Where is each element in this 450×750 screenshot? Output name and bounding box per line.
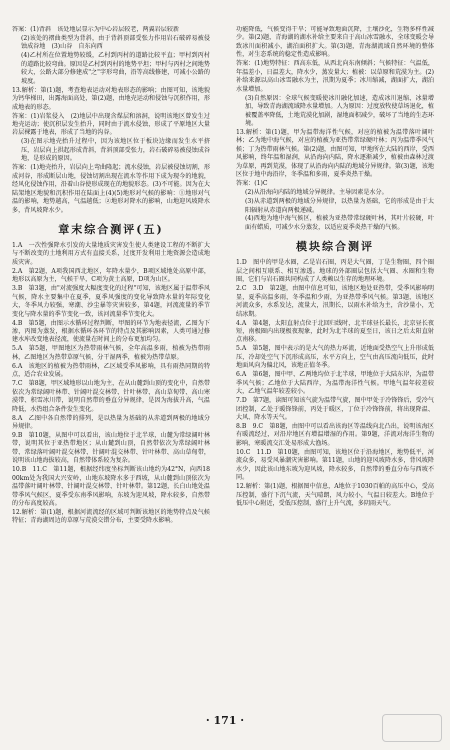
answer-paragraph: (2)从沿海向内陆的地域分异规律。主导因素是水分。 [245, 189, 388, 197]
answer-paragraph: 13.解析：第(1)题，甲为温带海洋性气候，对应的植被为温带落叶阔叶林；乙为地中海气候，对应的植被为亚热带常绿硬叶林；丙为温带季风气候；丁为热带雨林气候。第(2)题，由图可知，甲地所在大陆的西岸，受西风影响，终年温和湿润，从沿海向内陆，降水逐渐减少，植被由森林过渡为草原，再到荒漠，体现了从沿海向内陆的地域分异规律。第(3)题，该地区位于地中海沿岸，冬季温和多雨，夏季炎热干燥。 [236, 128, 434, 179]
answer-paragraph: 12.解析：第(1)题，根据河流流经的区域可判断该地区的地势特点及气候特征；青海湖周边的草原与荒漠交错分布，主要受降水影响。 [12, 509, 210, 525]
answer-paragraph: 1.D 图中的甲是水圈，乙是岩石圈，丙是大气圈，丁是生物圈，四个圈层之间相互联系、相互渗透。地球的外部圈层包括大气圈、水圈和生物圈，它们与岩石圈共同构成了人类赖以生存的地理环境。 [236, 259, 434, 284]
answer-paragraph: 7.D 第7题，读图可知该气旋为温带气旋，图中甲处于冷锋锋后，受冷气团控制，乙处于暖锋锋前，丙处于暖区，丁位于冷锋锋前，将出现降温、大风、降水等天气。 [236, 397, 434, 422]
answer-paragraph: 6.A 该地区的植被为热带雨林，乙区域受季风影响，具有雨热同期的特点，适合农业发展。 [12, 362, 210, 379]
right-column [236, 26, 434, 716]
answer-paragraph: 2.A 第2题，A项我国西北地区，年降水量少，B项区域地处高原中部，地形以高原为主，气候干旱，C项为黄土高原，D项为山区。 [12, 267, 210, 284]
watermark-logo [382, 714, 442, 742]
section-title: 模块综合测评 [296, 240, 374, 254]
answer-paragraph: (3)从赤道到两极的地域分异规律，以热量为基础，它的形成是由于太阳辐射从赤道向两极递减。 [245, 198, 434, 214]
answer-paragraph: 4.B 第5题，由图示水循环过程判断，甲图的环节为地表径流，乙图为下渗，丙图为蒸发，根据水循环各环节的特点及其影响因素，人类可通过修建水库改变地表径流，使流量在时间上的分布更加均匀。 [12, 319, 210, 344]
answer-paragraph: 10.C 11.D 第10题，由图可知，该地区位于沿海地区，地势低平，河流众多，易受风暴潮灾害影响。第11题，山地的迎风坡降水多，背风坡降水少，因此该山地东坡为迎风坡，降水较多，自然带的垂直分布与西坡不同。 [236, 448, 434, 482]
answer-paragraph: 答案：(1)C [236, 180, 268, 188]
answer-paragraph: 答案：(1)背斜 该处地层显示为中心岩层较老，两翼岩层较新 [12, 26, 180, 33]
answer-paragraph: (2)该处的褶曲类型为背斜，由于背斜顶部受张力作用岩石破碎易被侵蚀成谷地 (3)山谷 自东向西 [21, 34, 210, 51]
left-column [12, 26, 210, 716]
answer-paragraph: (4)西地为地中海气候区，植被为亚热带常绿硬叶林，其叶片较硬，叶面有蜡质，可减少水分蒸发，以适应夏季炎热干燥的气候。 [245, 215, 434, 231]
answer-paragraph: 13.解析：第(1)题，考查地表运动对地表形态的影响；由图可知，该地貌为钙华梯田，出露海面高处，第(2)题，由地壳运动和侵蚀与沉积作用，形成地表的形态。 [12, 86, 210, 111]
answer-paragraph: (3)自然原因：全球气候变暖使冰川融化加速，造成冰川退缩、冰量增加，导致青海湖流域降水量增加。人为原因：过度放牧使草场退化，植被覆盖率降低，土地荒漠化加剧，湿地面积减少，破坏了当地的生态环境。 [245, 94, 434, 127]
answer-paragraph: 3.B 第3题，由"对流强度大幅度变化的过程"可知，该地区属于温带季风气候，降水主要集中在夏季，夏季风强度的变化导致降水量的年际变化大，冬季风力较强，寒潮、沙尘暴等灾害较多，第4题，河流流量的季节变化与降水量的季节变化一致，该河流量季节变化大。 [12, 285, 210, 318]
answer-paragraph: 答案：(1)岩浆侵入 (2)地层中出现含煤层和溶洞，说明该地区曾发生过地壳运动；使沉积层发生抬升，同时由于流水侵蚀，形成了平原地区大量岩层裸露于地表，形成了当地的沟谷。 [12, 112, 210, 137]
answer-paragraph: 10.B 11.C 第11题，根据经纬度坐标判断该山地约为42°N，向西1800km处为我国大兴安岭，山地东坡降水多于西坡，从山麓到山顶依次为温带落叶阔叶林带、针阔叶混交林带、针叶林带。第12题，长白山地处温带季风气候区，夏季受东南季风影响，东坡为迎风坡，降水较多，自然带的分布高度较高。 [12, 466, 210, 508]
answer-paragraph: 9.B 第10题，从图中可以看出，该山地位于北半球，山麓为常绿阔叶林带，说明其位于亚热带地区；从山麓到山顶，自然带依次为常绿阔叶林带、常绿落叶阔叶混交林带、针阔叶混交林带、针叶林带、高山草甸带，说明该山地海拔较高，自然带体系较为复杂。 [12, 431, 210, 465]
page-number: · 171 · [205, 714, 245, 727]
section-title: 章末综合测评(五) [58, 222, 164, 236]
answer-paragraph: 2.C 3.D 第2题，由图中信息可知，该地区地处亚热带，受季风影响明显，夏季高温多雨，冬季温和少雨，为亚热带季风气候。第3题，该地区河流众多，水系发达，流量大，汛期长，以雨水补给为主，含沙量小，无结冰期。 [236, 285, 434, 318]
answer-paragraph: 8.A 乙图中各自然带的排列，是以热量为基础的从赤道到两极的地域分异规律。 [12, 414, 210, 430]
answer-paragraph: 功能降低，气候变得干旱；可能导致地面沉降，土壤沙化，生物多样性减少。第(2)题，青海湖的湖水补给主要来自于高山冰雪融水，全球变暖会导致冰川面积减小，湖泊面积扩大。第(3)题，青海湖流域自然环境的整体性，对生态系统的稳定性造成影响。 [236, 26, 434, 59]
answer-paragraph: 5.A 第5题，图中表示的是大气的热力环流，近地面受热空气上升形成低压，冷却处空气下沉形成高压，水平方向上，空气由高压流向低压，此时地面风向为偏北风，该地正值冬季。 [236, 345, 434, 370]
answer-paragraph: 5.A 第5题，甲图地区为热带雨林气候，全年高温多雨，植被为热带雨林，乙图地区为热带草原气候，分干湿两季，植被为热带草原。 [12, 345, 210, 361]
answer-paragraph: 7.C 第8题，甲区域地形以山地为主，在从山麓到山顶的变化中，自然带依次为常绿阔叶林带、针阔叶混交林带、针叶林带、高山草甸带、高山寒漠带、积雪冰川带，说明自然带的垂直分异规律，是因为海拔升高，气温降低，水热组合条件发生变化。 [12, 380, 210, 413]
answer-paragraph: 答案：(1)地壳抬升，岩层向上弯曲隆起；流水侵蚀，岩层被侵蚀切割，形成河谷，形成断层山地，侵蚀切割出现在流水等作用下成为现今的地貌，经风化侵蚀作用，沿着山谷使形成现在的地貌形态。(3)不可能。因为在大陆架地区地貌和沉积作用在陆面上(4)(5)地形对气候的影响：①地形对气温的影响，地势越高，气温越低；②地形对降水的影响，山地迎风坡降水多，背风坡降水少。 [12, 164, 210, 214]
answer-paragraph: 答案：(1)地势特征：西高东低，从西北向东南倾斜；气候特征：气温低，年温差小，日温差大，降水少，蒸发量大；植被：以草原和荒漠为主。(2)补给来源以高山冰雪融水为主，汛期为夏季；冰川缩减，湖面扩大，湖泊水量增加。 [236, 60, 434, 93]
answer-paragraph: 6.A 第6题，图中甲、乙两地均位于北半球，甲地位于大陆东岸，为温带季风气候；乙地位于大陆西岸，为温带海洋性气候。甲地气温年较差较大，乙地气温年较差较小。 [236, 371, 434, 396]
answer-paragraph: 12.解析：第(1)题，根据图中信息，A地位于1030百帕的高压中心，受高压控制，盛行下沉气流，天气晴朗，风力较小，气温日较差大。B地位于低压中心附近，受低压控制，盛行上升气流，多阴雨天气。 [236, 483, 434, 508]
answer-paragraph: 4.A 第4题，太阳直射点位于北回归线时，北半球昼长最长，北京昼长夜短，南极圈内出现极夜现象，此时为北半球的夏至日，该日之后太阳直射点南移。 [236, 319, 434, 344]
answer-paragraph: (4)乙村所在位置地势较缓，乙村到丙村的道路比较平直；甲村到丙村的道路比较弯曲。原因是乙村到丙村的地势平坦；甲村与丙村之间地势较大，公路大部分修建成"之"字形弯曲，沿等高线修建，可减小公路的坡度。 [21, 52, 210, 85]
answer-paragraph: 1.A 一次性强降水引发的大量地质灾害发生使人类建设工程的不断扩大与不断改变的土地利用方式有直接关系，过度开发利用土地资源会造成地质灾害。 [12, 241, 210, 266]
answer-paragraph: (3)在图示地壳抬升过程中，因为该地区位于板块边缘而发生水平挤压，岩层向上拱起形成背斜，背斜顶部受张力，岩石破碎易被侵蚀成谷地，是形成的原因。 [21, 138, 210, 163]
answer-paragraph: 8.B 9.C 第8题，由图中可以看出该海区等温线向北凸出，说明该海区有暖流经过，对沿岸地区有增温增湿的作用。第9题，洋流对海洋生物的影响，寒暖流交汇处易形成大渔场。 [236, 422, 434, 447]
